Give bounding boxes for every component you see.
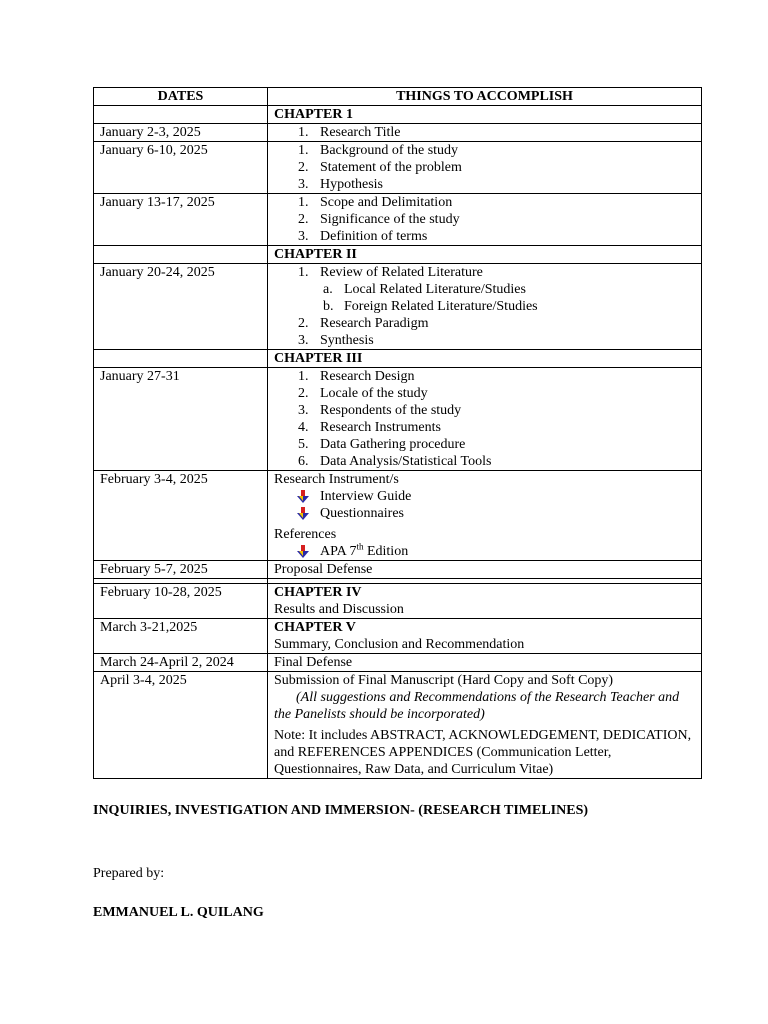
table-row (94, 654, 702, 672)
task-cell: Proposal Defense (268, 561, 702, 579)
preparer-name: EMMANUEL L. QUILANG (93, 905, 264, 920)
table-row (94, 619, 702, 654)
table-row (94, 584, 702, 619)
date-cell: February 10-28, 2025 (94, 584, 268, 619)
list-item: 3. Synthesis (298, 333, 374, 348)
list-item: 1. Review of Related Literature (298, 265, 483, 280)
italic-note: (All suggestions and Recommendations of the Research Teacher and the Panelists should be incorporated) (274, 690, 680, 722)
references-heading: References (274, 527, 337, 542)
list-item: 3. Definition of terms (298, 229, 428, 244)
timeline-table (93, 87, 702, 779)
date-cell: April 3-4, 2025 (94, 672, 268, 779)
table-row (94, 142, 702, 194)
table-header-row (94, 88, 702, 106)
sub-list-item: b. Foreign Related Literature/Studies (323, 299, 538, 314)
date-cell: January 20-24, 2025 (94, 264, 268, 350)
chapter-1-heading: CHAPTER 1 (268, 106, 702, 124)
chapter-row (94, 246, 702, 264)
task-cell: Final Defense (268, 654, 702, 672)
chapter-row (94, 350, 702, 368)
task-text: Submission of Final Manuscript (Hard Copy and Soft Copy) (274, 673, 614, 688)
table-row (94, 264, 702, 350)
list-item: 4. Research Instruments (298, 420, 441, 435)
sub-list-item: a. Local Related Literature/Studies (323, 282, 526, 297)
date-cell: February 5-7, 2025 (94, 561, 268, 579)
list-item: 1. Research Title (298, 125, 401, 140)
down-arrow-bullet-icon (297, 545, 309, 558)
chapter-5-heading: CHAPTER V (274, 620, 356, 635)
list-item: 2. Statement of the problem (298, 160, 462, 175)
dates-header: DATES (94, 88, 268, 106)
list-item: 6. Data Analysis/Statistical Tools (298, 454, 492, 469)
task-text: Results and Discussion (274, 602, 404, 617)
date-cell: March 24-April 2, 2024 (94, 654, 268, 672)
date-cell: January 13-17, 2025 (94, 194, 268, 246)
chapter-3-heading: CHAPTER III (268, 350, 702, 368)
table-row (94, 194, 702, 246)
list-item: 2. Significance of the study (298, 212, 460, 227)
date-cell: January 27-31 (94, 368, 268, 471)
chapter-row (94, 106, 702, 124)
list-item: 3. Respondents of the study (298, 403, 462, 418)
table-row (94, 672, 702, 779)
list-item: 5. Data Gathering procedure (298, 437, 466, 452)
date-cell: March 3-21,2025 (94, 619, 268, 654)
table-row (94, 124, 702, 142)
bullet-item: APA 7th Edition (274, 543, 695, 560)
date-cell: January 2-3, 2025 (94, 124, 268, 142)
chapter-2-heading: CHAPTER II (268, 246, 702, 264)
down-arrow-bullet-icon (297, 507, 309, 520)
list-item: 2. Locale of the study (298, 386, 428, 401)
list-item: 1. Research Design (298, 369, 415, 384)
manuscript-note: Note: It includes ABSTRACT, ACKNOWLEDGEMENT, DEDICATION, and REFERENCES APPENDICES (Communication Letter, Questionnaires, Raw Data, and Curriculum Vitae) (274, 728, 692, 777)
list-item: 3. Hypothesis (298, 177, 383, 192)
date-cell: January 6-10, 2025 (94, 142, 268, 194)
bullet-item: Questionnaires (274, 505, 695, 522)
table-row (94, 471, 702, 561)
tasks-header: THINGS TO ACCOMPLISH (268, 88, 702, 106)
table-row (94, 561, 702, 579)
table-row (94, 368, 702, 471)
list-item: 1. Scope and Delimitation (298, 195, 453, 210)
down-arrow-bullet-icon (297, 490, 309, 503)
date-cell: February 3-4, 2025 (94, 471, 268, 561)
prepared-by-label: Prepared by: (93, 866, 165, 881)
bullet-item: Interview Guide (274, 488, 695, 505)
task-text: Summary, Conclusion and Recommendation (274, 637, 525, 652)
list-item: 1. Background of the study (298, 143, 459, 158)
instrument-heading: Research Instrument/s (274, 472, 399, 487)
document-title: INQUIRIES, INVESTIGATION AND IMMERSION- (RESEARCH TIMELINES) (93, 803, 589, 818)
chapter-4-heading: CHAPTER IV (274, 585, 362, 600)
list-item: 2. Research Paradigm (298, 316, 429, 331)
